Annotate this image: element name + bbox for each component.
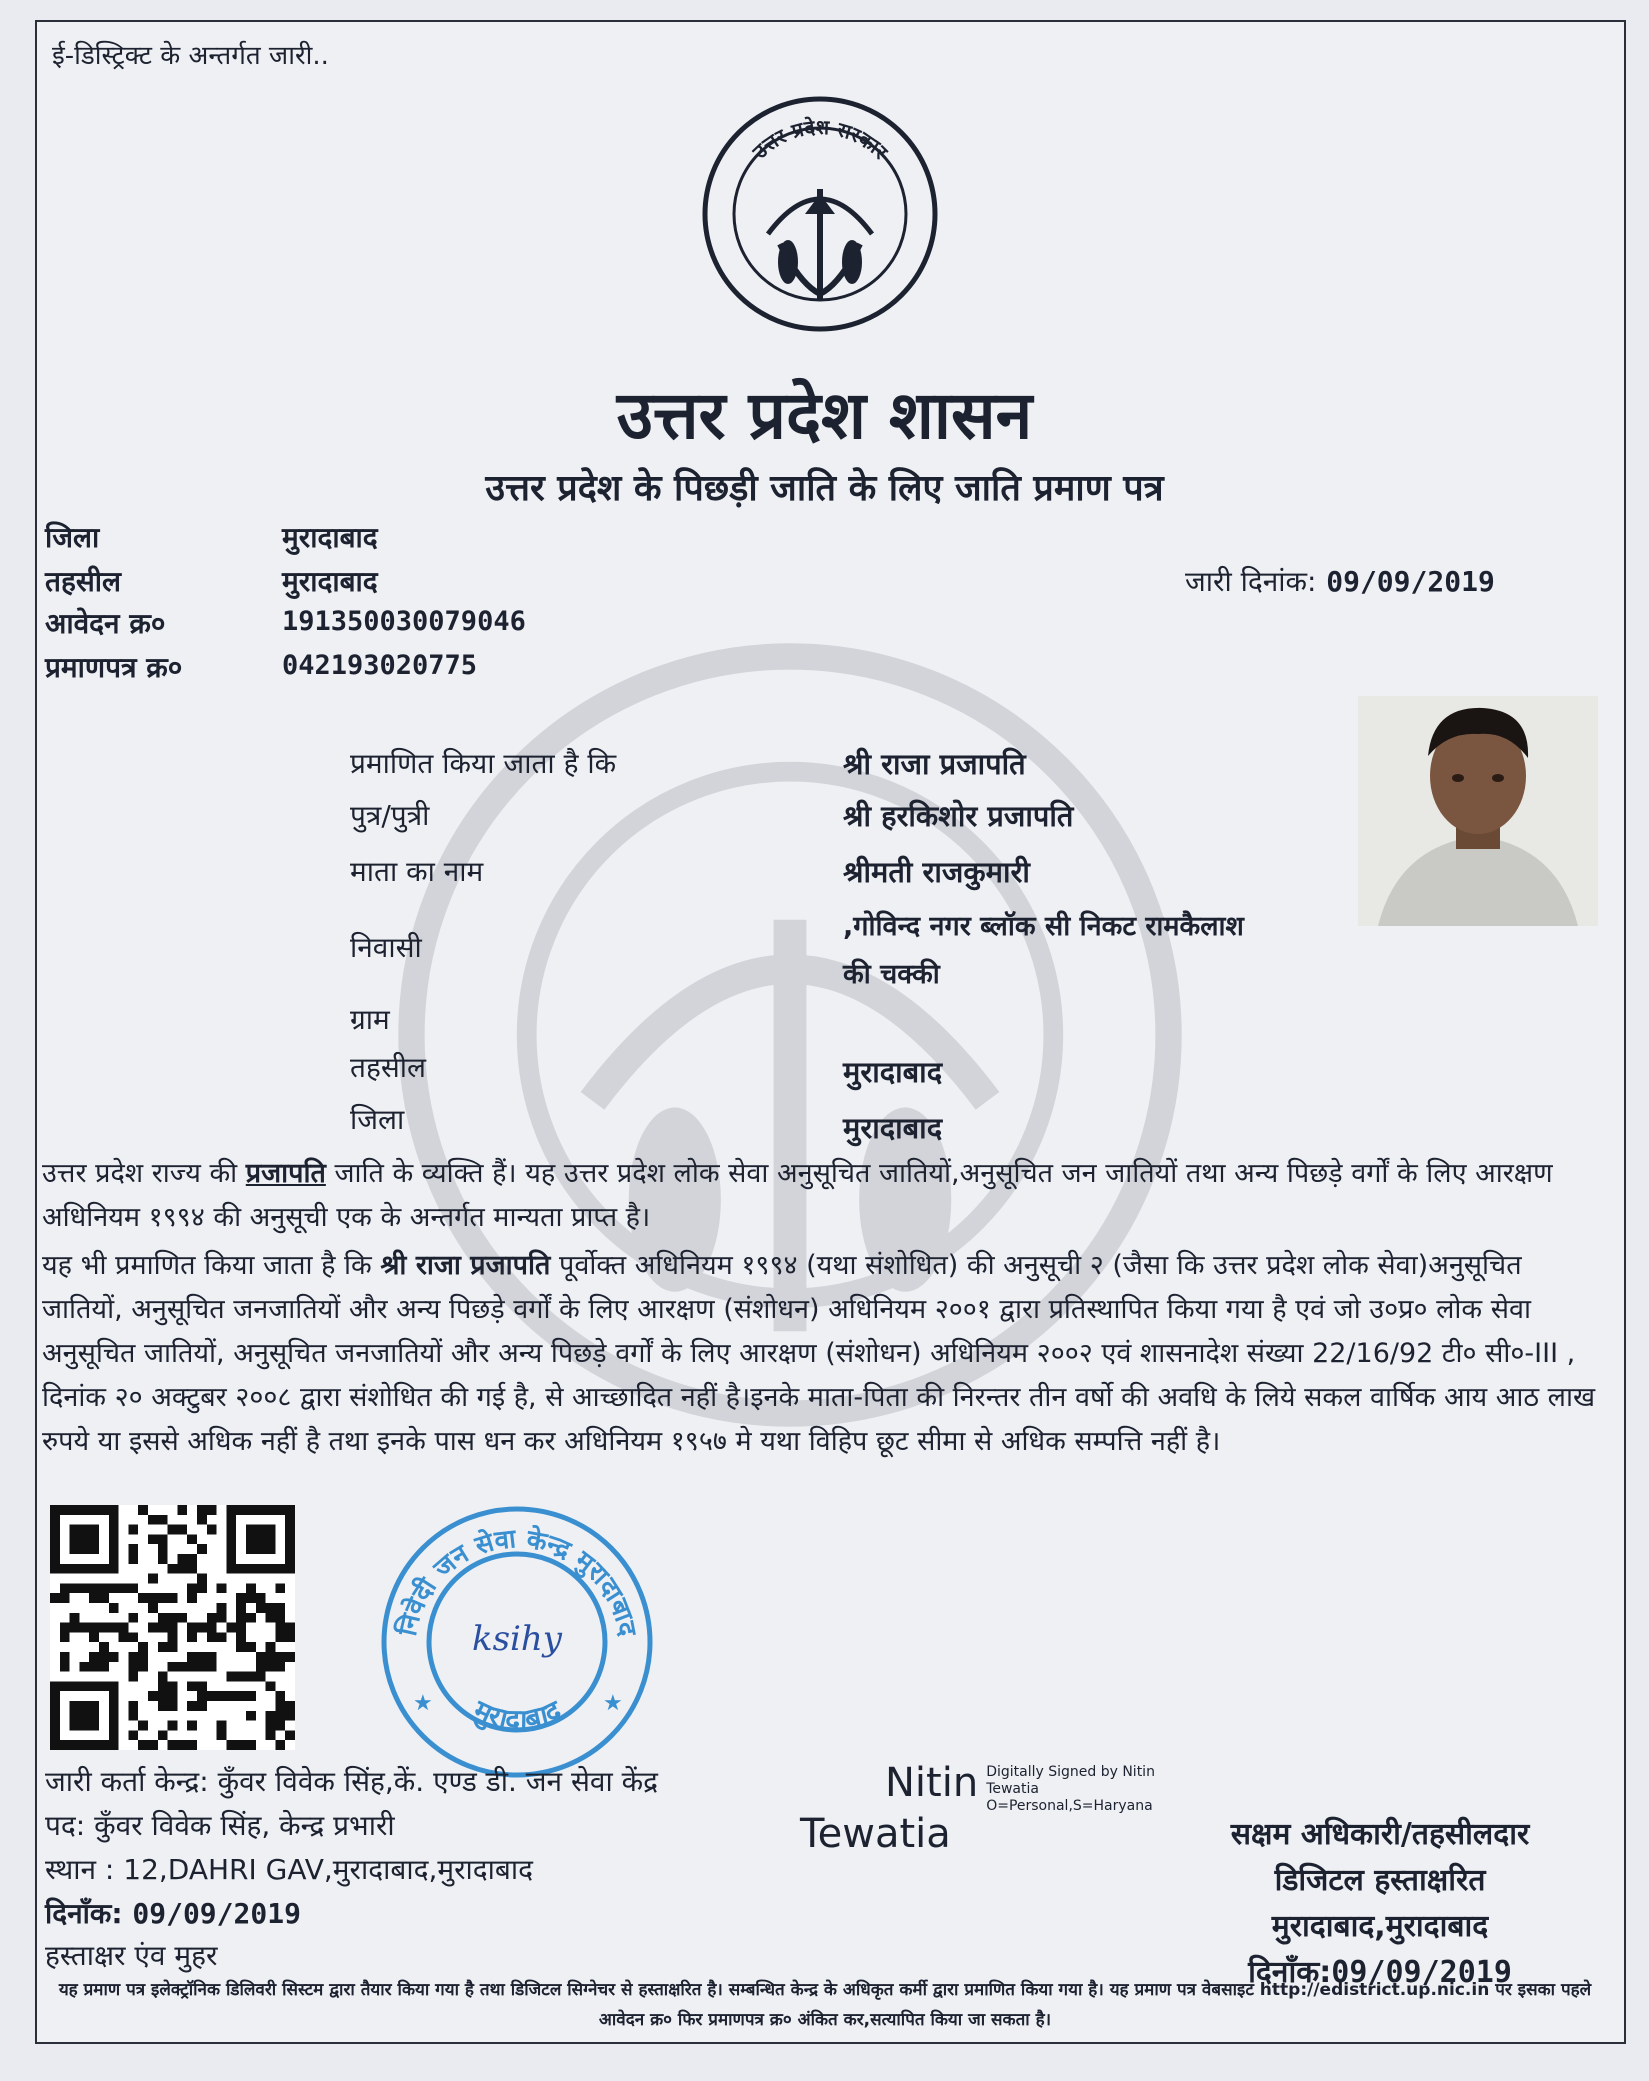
officer-date-label: दिनाँक:: [1248, 1955, 1332, 1990]
district-value: मुरादाबाद: [282, 521, 378, 554]
father-name: श्री हरकिशोर प्रजापति: [843, 799, 1074, 833]
issue-date: [1185, 562, 1495, 600]
digital-signature: [800, 1760, 1155, 1857]
son-daughter-label: पुत्र/पुत्री: [350, 799, 430, 832]
tehsil-value: मुरादाबाद: [282, 565, 378, 598]
issuer-center: जारी कर्ता केन्द्र: कुँवर विवेक सिंह,कें. एण्ड डी. जन सेवा केंद्र: [45, 1765, 659, 1798]
certification-applicant-name: श्री राजा प्रजापति: [380, 1250, 551, 1281]
detail-district-label: जिला: [350, 1103, 405, 1136]
certificate-number-label: प्रमाणपत्र क्र०: [45, 651, 183, 684]
caste-paragraph-post: जाति के व्यक्ति हैं। यह उत्तर प्रदेश लोक सेवा अनुसूचित जातियों,अनुसूचित जन जातियों तथा अन्य पिछड़े वर्गों के लिए आरक्षण अधिनियम १९९४ की अनुसूची एक के अन्तर्गत मान्यता प्राप्त है।: [42, 1158, 1553, 1233]
stamp-outer-text: निवेदी जन सेवा केन्द्र मुरादाबाद: [392, 1524, 642, 1639]
caste-name: प्रजापति: [245, 1158, 326, 1189]
handwritten-signature: ksihy: [471, 1619, 563, 1659]
top-note: ई-डिस्ट्रिक्ट के अन्तर्गत जारी..: [52, 41, 329, 71]
tehsil-label: तहसील: [45, 565, 121, 598]
issuer-date-value: 09/09/2019: [132, 1897, 301, 1930]
sign-seal-label: हस्ताक्षर एंव मुहर: [45, 1939, 218, 1972]
application-number-label: आवेदन क्र०: [45, 607, 166, 640]
signer-first-name: Nitin: [885, 1760, 979, 1806]
address-line-2: की चक्की: [843, 959, 940, 990]
jan-seva-kendra-stamp: [375, 1500, 660, 1785]
officer-block: [1170, 1812, 1590, 1996]
page-title: उत्तर प्रदेश शासन: [616, 376, 1033, 454]
digital-sign-line-1: Digitally Signed by Nitin: [986, 1764, 1155, 1780]
detail-tehsil-value: मुरादाबाद: [843, 1055, 943, 1089]
stamp-star-left: ★: [413, 1691, 433, 1716]
issuer-post: पद: कुँवर विवेक सिंह, केन्द्र प्रभारी: [45, 1809, 395, 1842]
officer-date-value: 09/09/2019: [1331, 1955, 1512, 1990]
applicant-photo-image: [1358, 696, 1598, 926]
digital-sign-line-2: Tewatia: [986, 1781, 1039, 1797]
up-government-emblem: [700, 94, 940, 334]
issuer-date: [45, 1894, 301, 1932]
certified-label: प्रमाणित किया जाता है कि: [350, 747, 617, 780]
detail-district-value: मुरादाबाद: [843, 1111, 943, 1145]
svg-text:मुरादाबाद: [467, 1693, 567, 1736]
issuer-date-label: दिनाँक:: [45, 1897, 123, 1930]
applicant-name: श्री राजा प्रजापति: [843, 747, 1026, 781]
digitally-signed-label: डिजिटल हस्ताक्षरित: [1274, 1863, 1486, 1898]
district-label: जिला: [45, 521, 100, 554]
page-subtitle: उत्तर प्रदेश के पिछड़ी जाति के लिए जाति प्रमाण पत्र: [485, 468, 1164, 509]
mother-label: माता का नाम: [350, 855, 484, 888]
certificate-number-value: 042193020775: [282, 650, 478, 681]
address-line-1: ,गोविन्द नगर ब्लॉक सी निकट रामकैलाश: [843, 911, 1244, 942]
applicant-photo: [1358, 696, 1598, 926]
issuer-place: स्थान : 12,DAHRI GAV,मुरादाबाद,मुरादाबाद: [45, 1853, 534, 1886]
certification-paragraph-post: पूर्वोक्त अधिनियम १९९४ (यथा संशोधित) की अनुसूची २ (जैसा कि उत्तर प्रदेश लोक सेवा)अनुसूचित जातियों, अनुसूचित जनजातियों और अन्य पिछड़े वर्गों के लिए आरक्षण (संशोधन) अधिनियम २००१ द्वारा प्रतिस्थापित किया गया है एवं जो उ०प्र० लोक सेवा अनुसूचित जातियों, अनुसूचित जनजातियों और अन्य पिछड़े वर्गों के लिए आरक्षण (संशोधन) अधिनियम २००२ एवं शासनादेश संख्या 22/16/92 टी० सी०-III , दिनांक २० अक्टुबर २००८ द्वारा संशोधित की गई है, से आच्छादित नहीं है।इनके माता-पिता की निरन्तर तीन वर्षो की अवधि के लिये सकल वार्षिक आय आठ लाख रुपये या इससे अधिक नहीं है तथा इनके पास धन कर अधिनियम १९५७ मे यथा विहिप छूट सीमा से अधिक सम्पत्ति नहीं है।: [42, 1250, 1596, 1457]
application-number-value: 191350030079046: [282, 606, 526, 637]
caste-paragraph: [42, 1152, 1602, 1240]
mother-name: श्रीमती राजकुमारी: [843, 855, 1030, 889]
qr-code: [50, 1505, 295, 1750]
certification-paragraph-pre: यह भी प्रमाणित किया जाता है कि: [42, 1250, 381, 1281]
digital-sign-line-3: O=Personal,S=Haryana: [986, 1798, 1153, 1814]
village-label: ग्राम: [350, 1003, 390, 1036]
signer-last-name: Tewatia: [800, 1811, 951, 1857]
certification-paragraph: [42, 1244, 1602, 1464]
stamp-star-right: ★: [603, 1691, 623, 1716]
emblem-text: उत्तर प्रदेश सरकार: [747, 114, 893, 164]
caste-paragraph-pre: उत्तर प्रदेश राज्य की: [42, 1158, 246, 1189]
svg-text:उत्तर प्रदेश सरकार: [747, 115, 893, 164]
officer-place: मुरादाबाद,मुरादाबाद: [1271, 1909, 1489, 1944]
stamp-bottom-text: मुरादाबाद: [468, 1693, 567, 1737]
verification-note: यह प्रमाण पत्र इलेक्ट्रॉनिक डिलिवरी सिस्टम द्वारा तैयार किया गया है तथा डिजिटल सिग्नेचर से हस्ताक्षरित है। सम्बन्धित केन्द्र के अधिकृत कर्मी द्वारा प्रमाणित किया गया है। यह प्रमाण पत्र वेबसाइट http://edistrict.up.nic.in पर इसका पहले आवेदन क्र० फिर प्रमाणपत्र क्र० अंकित कर,सत्यापित किया जा सकता है।: [58, 1980, 1592, 2030]
officer-title: सक्षम अधिकारी/तहसीलदार: [1230, 1817, 1530, 1852]
issue-date-value: 09/09/2019: [1326, 565, 1495, 598]
resident-label: निवासी: [350, 931, 422, 964]
issue-date-label: जारी दिनांक:: [1185, 565, 1317, 598]
detail-tehsil-label: तहसील: [350, 1051, 426, 1084]
